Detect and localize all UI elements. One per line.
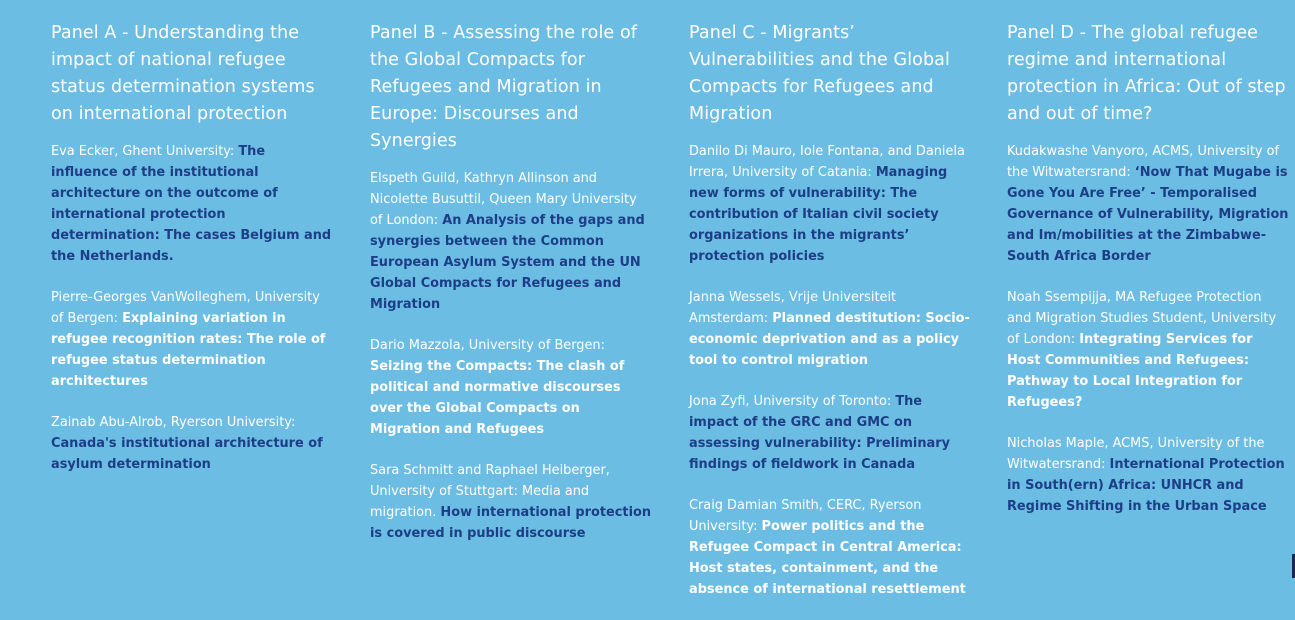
panel-title: Panel B - Assessing the role of the Global Compacts for Refugees and Migration in Europe: Discourses and Synergies bbox=[370, 23, 638, 151]
panel-entries bbox=[689, 141, 971, 600]
entry-authors: Dario Mazzola, University of Bergen: bbox=[370, 338, 605, 353]
entry-authors: Danilo Di Mauro, Iole Fontana, and Daniela Irrera, University of Catania: bbox=[689, 144, 965, 180]
panel-entry bbox=[689, 141, 971, 267]
panel-entries bbox=[51, 141, 333, 475]
panel-title: Panel A - Understanding the impact of national refugee status determination systems on international protection bbox=[51, 23, 315, 124]
panel-title: Panel D - The global refugee regime and international protection in Africa: Out of step and out of time? bbox=[1007, 23, 1286, 124]
entry-paper-title: Integrating Services for Host Communities and Refugees: Pathway to Local Integration for Refugees? bbox=[1007, 332, 1253, 410]
panel-entry bbox=[1007, 287, 1289, 413]
entry-authors: Craig Damian Smith, CERC, Ryerson University: bbox=[689, 498, 922, 534]
panel-c bbox=[689, 20, 971, 620]
entry-paper-title: Planned destitution: Socio-economic deprivation and as a policy tool to control migration bbox=[689, 311, 970, 368]
entry-paper-title: Power politics and the Refugee Compact in Central America: Host states, containment, and the absence of international resettlement bbox=[689, 519, 966, 597]
panel-a bbox=[51, 20, 333, 495]
entry-paper-title: Explaining variation in refugee recognition rates: The role of refugee status determination architectures bbox=[51, 311, 326, 389]
entry-authors: Nicholas Maple, ACMS, University of the Witwatersrand: bbox=[1007, 436, 1265, 472]
panel-title: Panel C - Migrants’ Vulnerabilities and the Global Compacts for Refugees and Migration bbox=[689, 23, 950, 124]
panel-entry bbox=[370, 168, 652, 315]
panel-d bbox=[1007, 20, 1289, 537]
panel-entry bbox=[689, 495, 971, 600]
entry-authors: Pierre-Georges VanWolleghem, University of Bergen: bbox=[51, 290, 320, 326]
panel-entries bbox=[370, 168, 652, 544]
entry-paper-title: International Protection in South(ern) Africa: UNHCR and Regime Shifting in the Urban Space bbox=[1007, 457, 1285, 514]
entry-paper-title: Seizing the Compacts: The clash of political and normative discourses over the Global Compacts on Migration and Refugees bbox=[370, 359, 625, 437]
entry-paper-title: An Analysis of the gaps and synergies between the Common European Asylum System and the UN Global Compacts for Refugees and Migration bbox=[370, 213, 645, 312]
entry-paper-title: The impact of the GRC and GMC on assessing vulnerability: Preliminary findings of fieldwork in Canada bbox=[689, 394, 950, 472]
panel-entry bbox=[370, 335, 652, 440]
entry-authors: Janna Wessels, Vrije Universiteit Amsterdam: bbox=[689, 290, 897, 326]
entry-paper-title: How international protection is covered in public discourse bbox=[370, 505, 652, 541]
entry-authors: Jona Zyfi, University of Toronto: bbox=[689, 394, 896, 409]
entry-authors: Kudakwashe Vanyoro, ACMS, University of the Witwatersrand: bbox=[1007, 144, 1280, 180]
entry-paper-title: ‘Now That Mugabe is Gone You Are Free’ - Temporalised Governance of Vulnerability, Migration and Im/mobilities at the Zimbabwe-South Africa Border bbox=[1007, 165, 1289, 264]
entry-authors: Sara Schmitt and Raphael Heiberger, University of Stuttgart: Media and migration. bbox=[370, 463, 610, 520]
entry-authors: Zainab Abu-Alrob, Ryerson University: bbox=[51, 415, 296, 430]
entry-paper-title: Managing new forms of vulnerability: The contribution of Italian civil society organizations in the migrants’ protection policies bbox=[689, 165, 948, 264]
panel-entry bbox=[1007, 141, 1289, 267]
entry-paper-title: The influence of the institutional architecture on the outcome of international protection determination: The cases Belgium and the Netherlands. bbox=[51, 144, 332, 264]
panel-entry bbox=[370, 460, 652, 544]
panel-entries bbox=[1007, 141, 1289, 517]
panel-entry bbox=[1007, 433, 1289, 517]
panel-entry bbox=[51, 141, 333, 267]
entry-authors: Noah Ssempijja, MA Refugee Protection and Migration Studies Student, University of London: bbox=[1007, 290, 1277, 347]
panel-entry bbox=[689, 391, 971, 475]
panel-entry bbox=[51, 412, 333, 475]
entry-authors: Elspeth Guild, Kathryn Allinson and Nicolette Busuttil, Queen Mary University of London: bbox=[370, 171, 637, 228]
panel-entry bbox=[689, 287, 971, 371]
panel-entry bbox=[51, 287, 333, 392]
entry-paper-title: Canada's institutional architecture of asylum determination bbox=[51, 436, 323, 472]
panel-b bbox=[370, 20, 652, 564]
entry-authors: Eva Ecker, Ghent University: bbox=[51, 144, 239, 159]
